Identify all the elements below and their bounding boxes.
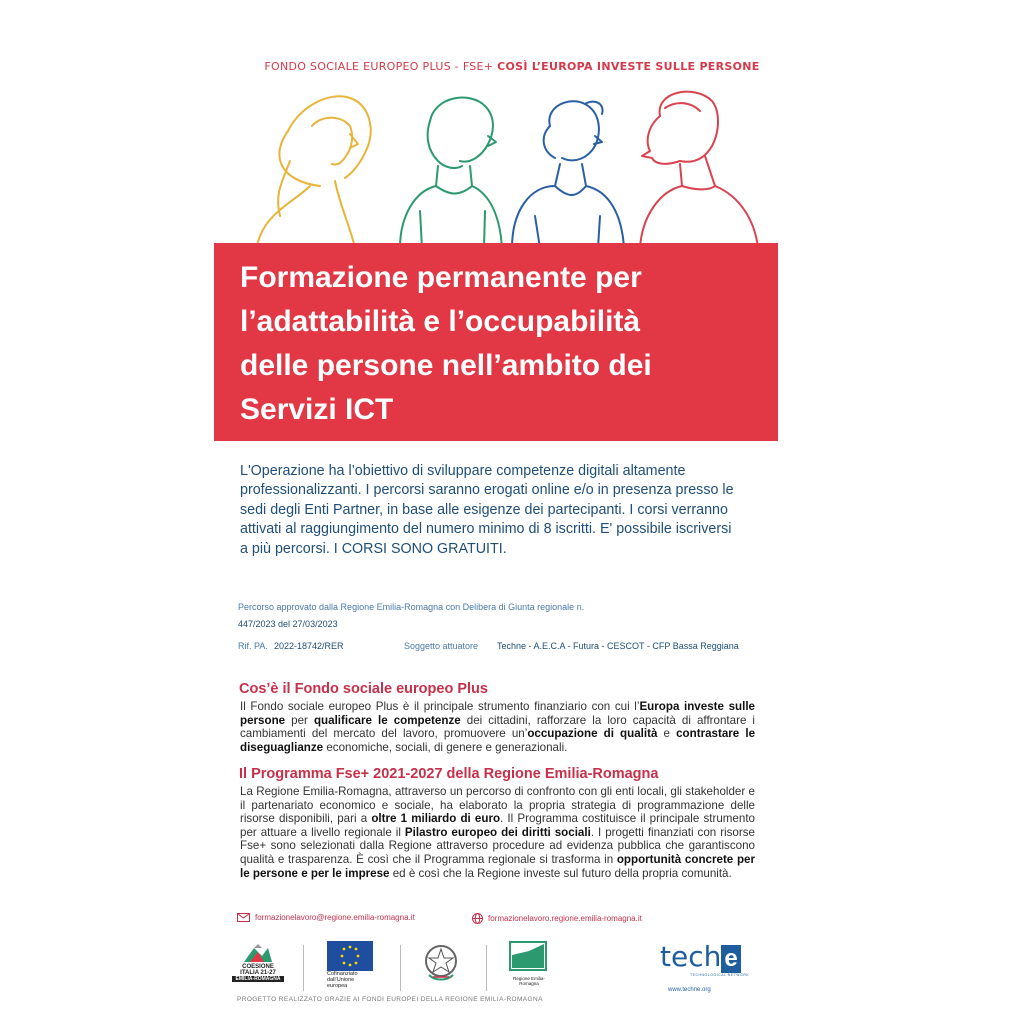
text-run-bold: opportunità concrete per le persone e per le imprese bbox=[240, 852, 755, 880]
email-contact[interactable] bbox=[237, 913, 415, 922]
eu-text-2: dall’Unione europea bbox=[327, 977, 355, 989]
regione-text: Regione Emilia-Romagna bbox=[513, 976, 545, 986]
techne-logo bbox=[660, 940, 770, 993]
eu-flag-icon bbox=[327, 941, 373, 971]
people-illustration bbox=[250, 86, 770, 248]
coesione-text-1: COESIONE bbox=[242, 964, 274, 970]
text-run-bold: Europa investe sulle persone bbox=[240, 700, 755, 727]
header-tagline-part2: COSÌ L’EUROPA INVESTE SULLE PERSONE bbox=[497, 60, 760, 73]
course-title bbox=[240, 256, 760, 432]
person-blue-figure bbox=[512, 101, 624, 248]
soggetto-label: Soggetto attuatore bbox=[404, 641, 479, 651]
text-run: economiche, sociali, di genere e generazionali. bbox=[323, 740, 568, 754]
intro-line: sedi degli Enti Partner, in base alle esigenze dei partecipanti. I corsi verranno bbox=[240, 501, 728, 518]
coesione-text-3: EMILIA-ROMAGNA bbox=[232, 976, 284, 982]
rif-label: Rif. PA. bbox=[238, 641, 268, 651]
logo-divider bbox=[303, 945, 304, 991]
logo-divider bbox=[486, 945, 487, 991]
text-run: La Regione Emilia-Romagna, attraverso un percorso di confronto con gli enti locali, gli stakeholder e il partenariato economico e sociale, ha elaborato la propria strategia di programmazione delle risorse disponibili, pari a bbox=[240, 785, 755, 826]
soggetto-value: Techne - A.E.C.A - Futura - CESCOT - CFP Bassa Reggiana bbox=[497, 641, 739, 651]
person-red-figure bbox=[640, 92, 758, 248]
course-title-line: Formazione permanente per bbox=[240, 261, 642, 294]
envelope-icon bbox=[237, 913, 250, 922]
text-run: dei cittadini, rafforzare la loro capacità di affrontare i cambiamenti del mercato del lavoro, promuovere un’ bbox=[240, 713, 756, 741]
approval-delibera: 447/2023 del 27/03/2023 bbox=[238, 619, 338, 629]
section-programma-title: Il Programma Fse+ 2021-2027 della Regione Emilia-Romagna bbox=[239, 766, 659, 782]
text-run: per bbox=[285, 713, 314, 727]
techne-e-box: e bbox=[721, 945, 740, 973]
coesione-logo bbox=[232, 942, 284, 982]
techne-tagline: TECHNOLOGICAL NETWORK bbox=[690, 973, 750, 977]
course-title-line: l’adattabilità e l’occupabilità bbox=[240, 305, 641, 338]
website-address[interactable]: formazionelavoro.regione.emilia-romagna.it bbox=[488, 914, 642, 923]
italian-republic-emblem bbox=[423, 941, 459, 990]
techne-url: www.techne.org bbox=[668, 987, 711, 993]
intro-line: a più percorsi. I CORSI SONO GRATUITI. bbox=[240, 540, 507, 557]
text-run: ed è così che la Regione investe sul futuro della propria comunità. bbox=[389, 866, 732, 880]
text-run-bold: occupazione di qualità bbox=[527, 727, 658, 741]
eu-logo bbox=[327, 941, 375, 989]
header-tagline bbox=[0, 60, 1024, 73]
person-yellow-figure bbox=[256, 96, 371, 248]
footer-note: PROGETTO REALIZZATO GRAZIE AI FONDI EUROPEI DELLA REGIONE EMILIA-ROMAGNA bbox=[237, 996, 543, 1003]
approval-text: Percorso approvato dalla Regione Emilia-Romagna con Delibera di Giunta regionale n. bbox=[238, 602, 585, 612]
logo-divider bbox=[400, 945, 401, 991]
section-fse-title: Cos’è il Fondo sociale europeo Plus bbox=[239, 681, 488, 697]
text-run: e bbox=[657, 727, 677, 741]
text-run: . Il Programma costituisce il principale strumento per attuare a livello regionale il bbox=[240, 812, 756, 839]
text-run-bold: oltre 1 miliardo di euro bbox=[371, 812, 501, 826]
intro-line: attivati al raggiungimento del numero minimo di 8 iscritti. E' possibile iscriversi bbox=[240, 521, 732, 538]
coesione-text-2: ITALIA 21-27 bbox=[240, 970, 276, 976]
intro-line: professionalizzanti. I percorsi saranno erogati online e/o in presenza presso le bbox=[240, 482, 734, 499]
course-title-line: Servizi ICT bbox=[240, 393, 394, 426]
techne-wordmark: tech bbox=[660, 940, 722, 973]
globe-icon bbox=[472, 913, 483, 924]
person-green-figure bbox=[400, 98, 502, 248]
text-run-bold: contrastare le diseguaglianze bbox=[240, 727, 756, 754]
header-tagline-part1: FONDO SOCIALE EUROPEO PLUS - FSE+ bbox=[264, 60, 498, 73]
regione-logo bbox=[509, 941, 549, 986]
text-run-bold: qualificare le competenze bbox=[313, 713, 461, 727]
email-address[interactable]: formazionelavoro@regione.emilia-romagna.it bbox=[255, 913, 415, 922]
text-run: . I progetti finanziati con risorse Fse+ sono selezionati dalla Regione attraverso procedure ad evidenza pubblica che garantiscono qualità e trasparenza. È così che il Programma regionale si trasforma in bbox=[240, 825, 755, 866]
emblem-star-icon bbox=[423, 941, 459, 985]
web-contact[interactable] bbox=[472, 913, 642, 924]
eu-text-1: Cofinanziato bbox=[327, 971, 358, 977]
regione-mark-icon bbox=[509, 941, 547, 971]
section-programma-body bbox=[240, 785, 755, 880]
section-fse-body bbox=[240, 700, 755, 754]
intro-paragraph bbox=[240, 462, 780, 559]
course-title-line: delle persone nell’ambito dei bbox=[240, 349, 652, 382]
text-run-bold: Pilastro europeo dei diritti sociali bbox=[404, 825, 591, 839]
coesione-mark-icon bbox=[238, 942, 278, 964]
rif-value: 2022-18742/RER bbox=[274, 641, 344, 651]
intro-line: L'Operazione ha l’obiettivo di sviluppare competenze digitali altamente bbox=[240, 463, 686, 479]
text-run: Il Fondo sociale europeo Plus è il principale strumento finanziario con cui l’ bbox=[240, 700, 640, 713]
